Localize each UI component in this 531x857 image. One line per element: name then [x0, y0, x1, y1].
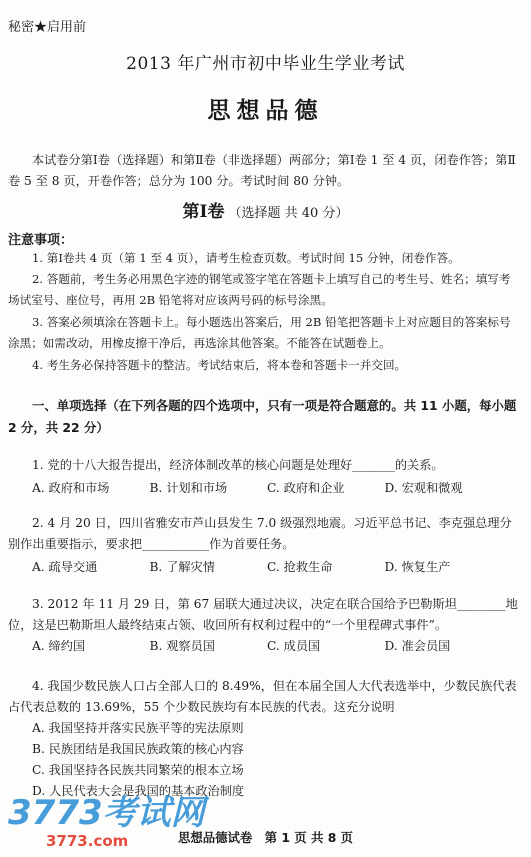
- option-b: B. 计划和市场: [149, 481, 228, 495]
- option-c: C. 我国坚持各民族共同繁荣的根本立场: [32, 763, 244, 777]
- option-b: B. 民族团结是我国民族政策的核心内容: [32, 742, 244, 756]
- question-stem: 1. 党的十八大报告提出，经济体制改革的核心问题是处理好_______的关系。: [32, 458, 444, 472]
- question-stem: 2. 4 月 20 日，四川省雅安市芦山县发生 7.0 级强烈地震。习近平总书记、李克强总理分别作出重要指示，要求把___________作为首要任务。: [8, 516, 512, 551]
- watermark-url-text: 3773.com: [46, 832, 129, 850]
- exam-title: 2013 年广州市初中毕业生学业考试: [126, 54, 405, 74]
- option-c: C. 政府和企业: [267, 481, 345, 495]
- page-footer: 思想品德试卷 第 1 页 共 8 页: [177, 830, 354, 845]
- question-options: [32, 479, 502, 496]
- question-stem: 3. 2012 年 11 月 29 日，第 67 届联大通过决议，决定在联合国给予巴勒斯坦________地位，这是巴勒斯坦人最终结束占领、收回所有权利过程中的“一个里程碑式事件”。: [8, 597, 518, 632]
- exam-intro: 本试卷分第Ⅰ卷（选择题）和第Ⅱ卷（非选择题）两部分；第Ⅰ卷 1 至 4 页，闭卷作答；第Ⅱ卷 5 至 8 页，开卷作答；总分为 100 分。考试时间 80 分钟。: [8, 153, 516, 188]
- option-a: A. 疏导交通: [32, 560, 98, 574]
- secret-label: 秘密★启用前: [8, 20, 87, 35]
- part-title: [0, 197, 531, 222]
- question-stem: 4. 我国少数民族人口占全部人口的 8.49%，但在本届全国人大代表选举中，少数民族代表占代表总数的 13.69%，55 个少数民族均有本民族的代表。这充分说明: [8, 679, 517, 714]
- part-title-sub: （选择题 共 40 分）: [228, 206, 349, 221]
- section-heading: 一、单项选择（在下列各题的四个选项中，只有一项是符合题意的。共 11 小题，每小题 2 分，共 22 分）: [8, 398, 517, 435]
- option-d: D. 准会员国: [384, 639, 451, 653]
- option-a: A. 缔约国: [32, 639, 86, 653]
- notice-heading: 注意事项：: [8, 233, 74, 248]
- option-d: D. 宏观和微观: [384, 481, 463, 495]
- option-d: D. 恢复生产: [384, 560, 451, 574]
- notice-item: 1. 第Ⅰ卷共 4 页（第 1 至 4 页），请考生检查页数。考试时间 15 分钟，闭卷作答。: [32, 251, 460, 265]
- option-c: C. 成员国: [267, 639, 321, 653]
- question-options: [32, 637, 502, 654]
- watermark-logo-text: 3773考试网: [8, 793, 205, 833]
- notice-item: 2. 答题前，考生务必用黑色字迹的钢笔或签字笔在答题卡上填写自己的考生号、姓名；填写考场试室号、座位号，再用 2B 铅笔将对应该两号码的标号涂黑。: [8, 272, 511, 307]
- notice-item: 3. 答案必须填涂在答题卡上。每小题选出答案后，用 2B 铅笔把答题卡上对应题目的答案标号涂黑；如需改动，用橡皮擦干净后，再选涂其他答案。不能答在试题卷上。: [8, 315, 511, 350]
- option-d: D. 人民代表大会是我国的基本政治制度: [32, 784, 245, 798]
- part-title-main: 第Ⅰ卷: [182, 202, 225, 222]
- option-b: B. 观察员国: [149, 639, 215, 653]
- notice-item: 4. 考生务必保持答题卡的整洁。考试结束后，将本卷和答题卡一并交回。: [32, 358, 407, 372]
- subject-title: 思想品德: [207, 97, 324, 124]
- option-a: A. 我国坚持并落实民族平等的宪法原则: [32, 721, 244, 735]
- option-a: A. 政府和市场: [32, 481, 110, 495]
- question-options: [32, 558, 502, 575]
- option-c: C. 抢救生命: [267, 560, 333, 574]
- option-b: B. 了解灾情: [149, 560, 215, 574]
